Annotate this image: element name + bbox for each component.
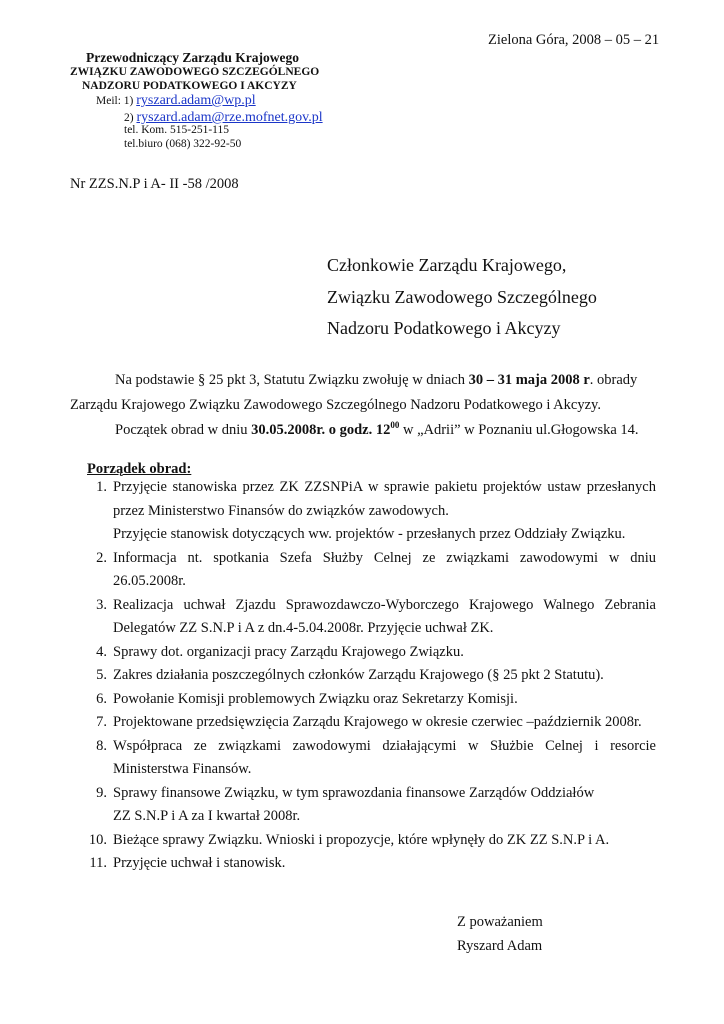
email-link-2[interactable]: ryszard.adam@rze.mofnet.gov.pl — [136, 110, 323, 125]
sender-title: Przewodniczący Zarządu Krajowego — [86, 50, 299, 65]
agenda-item-3 — [70, 594, 656, 641]
intro-paragraph-2: Zarządu Krajowego Związku Zawodowego Szczególnego Nadzoru Podatkowego i Akcyzy. — [70, 397, 601, 413]
agenda-item-4 — [70, 641, 656, 665]
agenda-item-line: ZZ S.N.P i A za I kwartał 2008r. — [113, 808, 301, 824]
sender-union-line2: NADZORU PODATKOWEGO I AKCYZY — [82, 80, 297, 92]
start-datetime — [251, 422, 399, 438]
email-label-2: 2) — [124, 112, 134, 124]
agenda-item-6 — [70, 688, 656, 712]
agenda-item-number: 9. — [96, 784, 107, 801]
agenda-item-number: 10. — [88, 831, 107, 848]
letter-date: Zielona Góra, 2008 – 05 – 21 — [488, 32, 660, 48]
agenda-item-body — [113, 476, 656, 547]
agenda-item-11 — [70, 852, 656, 876]
email-row-1 — [96, 93, 256, 109]
agenda-item-line: Sprawy finansowe Związku, w tym sprawozdania finansowe Zarządów Oddziałów — [113, 784, 595, 801]
agenda-item-line: Powołanie Komisji problemowych Związku oraz Sekretarzy Komisji. — [113, 690, 518, 707]
agenda-item-8 — [70, 735, 656, 782]
agenda-item-line: Przyjęcie stanowiska przez ZK ZZSNPiA w sprawie pakietu projektów ustaw przesłanych — [113, 479, 656, 495]
agenda-item-line: Projektowane przedsięwzięcia Zarządu Krajowego w okresie czerwiec –październik 2008r. — [113, 714, 642, 730]
agenda-item-line: Bieżące sprawy Związku. Wnioski i propozycje, które wpłynęły do ZK ZZ S.N.P i A. — [113, 831, 610, 848]
agenda-item-number: 7. — [96, 714, 107, 730]
email-label: Meil: 1) — [96, 95, 134, 107]
agenda-item-line: Delegatów ZZ S.N.P i A z dn.4-5.04.2008r. Przyjęcie uchwał ZK. — [113, 620, 494, 636]
agenda-item-number: 2. — [96, 549, 107, 566]
venue-text: w „Adrii” w Poznaniu ul.Głogowska 14. — [399, 422, 639, 438]
agenda-item-5 — [70, 664, 656, 688]
agenda-item-line: Ministerstwa Finansów. — [113, 761, 252, 777]
agenda-item-body — [113, 782, 656, 829]
agenda-item-line: Zakres działania poszczególnych członków Zarządu Krajowego (§ 25 pkt 2 Statutu). — [113, 667, 604, 683]
reference-number: Nr ZZS.N.P i A- II -58 /2008 — [70, 176, 239, 192]
signature-name: Ryszard Adam — [457, 938, 543, 954]
addressee-line-2: Związku Zawodowego Szczególnego — [327, 287, 597, 307]
agenda-title: Porządek obrad: — [87, 461, 192, 477]
email-link-1[interactable]: ryszard.adam@wp.pl — [136, 93, 256, 108]
agenda-item-1 — [70, 476, 656, 547]
agenda-item-number: 4. — [96, 643, 107, 660]
agenda-item-line: Realizacja uchwał Zjazdu Sprawozdawczo-Wyborczego Krajowego Walnego Zebrania — [113, 596, 656, 613]
phone-mobile: tel. Kom. 515-251-115 — [124, 124, 229, 136]
intro-paragraph-1 — [115, 372, 637, 389]
addressee-line-3: Nadzoru Podatkowego i Akcyzy — [327, 318, 561, 338]
meeting-dates: 30 – 31 maja 2008 r — [468, 372, 590, 388]
agenda-item-line: 26.05.2008r. — [113, 573, 186, 589]
start-text: Początek obrad w dniu — [115, 422, 252, 438]
closing-phrase: Z poważaniem — [457, 914, 543, 930]
agenda-item-body — [113, 735, 656, 782]
agenda-item-number: 3. — [96, 596, 107, 613]
agenda-item-line: Współpraca ze związkami zawodowymi działającymi w Służbie Celnej i resorcie — [113, 737, 656, 754]
agenda-item-body — [113, 594, 656, 641]
start-minutes: 00 — [390, 420, 400, 430]
agenda-item-number: 11. — [89, 855, 107, 871]
agenda-item-9 — [70, 782, 656, 829]
phone-office: tel.biuro (068) 322-92-50 — [124, 138, 242, 150]
agenda-item-10 — [70, 829, 656, 853]
intro-text-end: . obrady — [589, 372, 638, 388]
agenda-item-line: Informacja nt. spotkania Szefa Służby Celnej ze związkami zawodowymi w dniu — [113, 549, 656, 566]
agenda-item-7 — [70, 711, 656, 735]
agenda-item-number: 6. — [96, 690, 107, 707]
start-date: 30.05.2008r. o godz. 12 — [251, 422, 391, 438]
intro-paragraph-3 — [115, 420, 639, 439]
agenda-list — [70, 476, 656, 876]
addressee-line-1: Członkowie Zarządu Krajowego, — [327, 255, 567, 275]
agenda-item-line: przez Ministerstwo Finansów do związków zawodowych. — [113, 502, 449, 519]
agenda-item-number: 5. — [96, 667, 107, 683]
sender-union-line1: ZWIĄZKU ZAWODOWEGO SZCZEGÓLNEGO — [70, 66, 320, 78]
agenda-item-line: Przyjęcie uchwał i stanowisk. — [113, 855, 286, 871]
agenda-item-body — [113, 547, 656, 594]
agenda-item-line: Przyjęcie stanowisk dotyczących ww. projektów - przesłanych przez Oddziały Związku. — [113, 526, 626, 542]
agenda-item-number: 1. — [96, 479, 107, 495]
agenda-item-line: Sprawy dot. organizacji pracy Zarządu Krajowego Związku. — [113, 643, 464, 660]
agenda-item-2 — [70, 547, 656, 594]
agenda-item-number: 8. — [96, 737, 107, 754]
intro-text: Na podstawie § 25 pkt 3, Statutu Związku zwołuję w dniach — [115, 372, 469, 388]
